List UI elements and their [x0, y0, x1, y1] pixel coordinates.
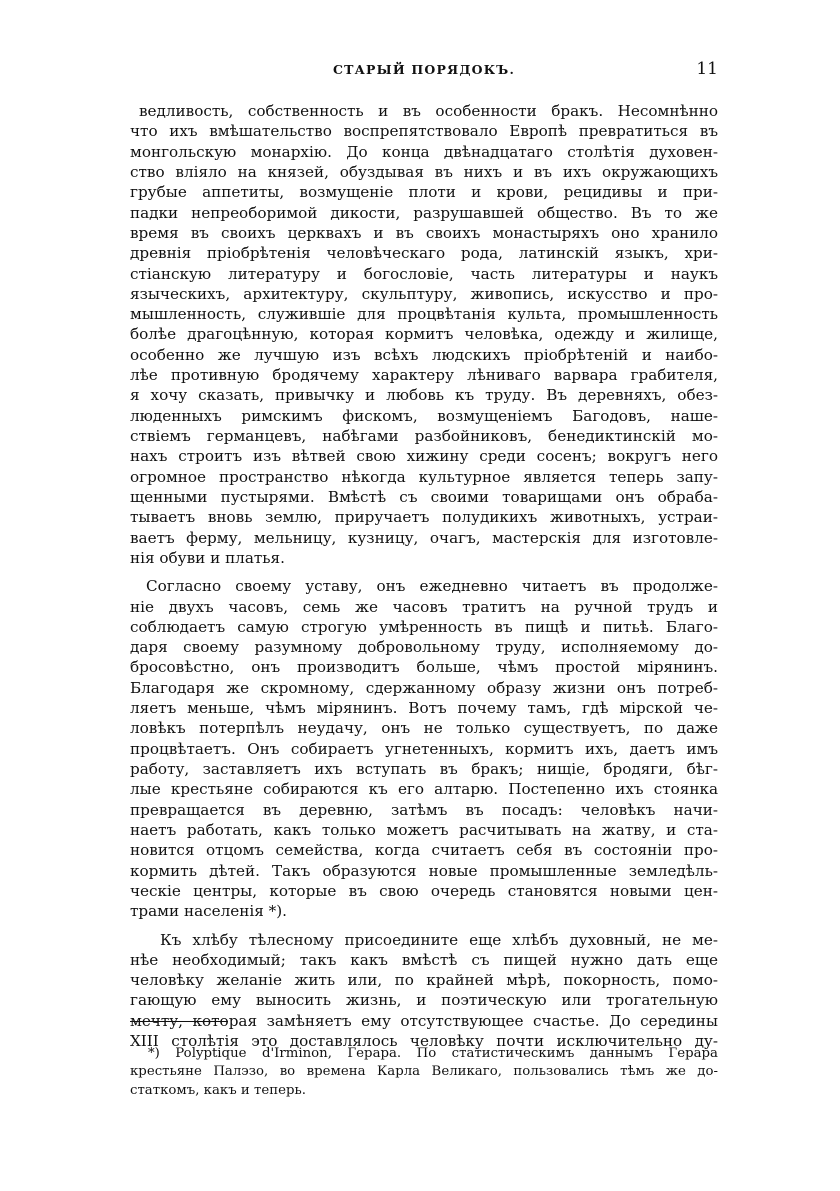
footnote: [130, 1045, 718, 1100]
paragraph-3: [130, 930, 718, 1052]
text-line: падки непреоборимой дикости, разрушавшей общество. Въ то же: [130, 203, 718, 222]
text-line: ведливость, собственность и въ особенности бракъ. Несомнѣнно: [139, 102, 718, 120]
text-line: гающую ему выносить жизнь, и поэтическую или трогательную: [130, 991, 718, 1010]
text-line: лые крестьяне собираются къ его алтарю. Постепенно ихъ стоянка: [130, 780, 718, 799]
text-line: ваетъ ферму, мельницу, кузницу, очагъ, мастерскія для изготовле-: [130, 528, 718, 547]
text-line: ляетъ меньше, чѣмъ мірянинъ. Вотъ почему тамъ, гдѣ мірской че-: [130, 699, 718, 718]
paragraph-1: [130, 101, 718, 568]
text-line: особенно же лучшую изъ всѣхъ людскихъ пріобрѣтеній и наибо-: [130, 345, 718, 364]
running-title: СТАРЫЙ ПОРЯДОКЪ.: [332, 62, 515, 77]
text-line: превращается въ деревню, затѣмъ въ посадъ: человѣкъ начи-: [130, 800, 718, 819]
footnote-divider: [130, 1021, 228, 1022]
text-line: бросовѣстно, онъ производитъ больше, чѣмъ простой мірянинъ.: [130, 658, 718, 677]
text-line: нія обуви и платья.: [130, 548, 285, 567]
text-line: люденныхъ римскимъ фискомъ, возмущеніемъ Багодовъ, наше-: [130, 406, 718, 425]
text-line: трами населенія *).: [130, 902, 287, 921]
text-line: даря своему разумному добровольному труду, исполняемому до-: [130, 638, 718, 657]
text-line: работу, заставляетъ ихъ вступать въ бракъ; нищіе, бродяги, бѣг-: [130, 760, 718, 778]
text-line: щенными пустырями. Вмѣстѣ съ своими товарищами онъ обраба-: [130, 487, 718, 506]
text-line: древнія пріобрѣтенія человѣческаго рода, латинскій языкъ, хри-: [130, 244, 718, 263]
text-line: стіанскую литературу и богословіе, часть литературы и наукъ: [130, 264, 718, 283]
text-line: что ихъ вмѣшательство воспрепятствовало Европѣ превратиться въ: [130, 122, 718, 141]
text-line: время въ своихъ церквахъ и въ своихъ монастыряхъ оно хранило: [130, 223, 718, 242]
text-line: монгольскую монархію. До конца двѣнадцатаго столѣтія духовен-: [130, 142, 718, 161]
text-line: огромное пространство нѣкогда культурное является теперь запу-: [130, 467, 718, 486]
text-line: новится отцомъ семейства, когда считаетъ себя въ состояніи про-: [130, 841, 718, 860]
page-number: 11: [696, 59, 718, 79]
text-line: процвѣтаетъ. Онъ собираетъ угнетенныхъ, кормитъ ихъ, даетъ имъ: [130, 739, 718, 758]
text-line: наетъ работать, какъ только можетъ расчитывать на жатву, и ста-: [130, 820, 718, 839]
text-line: соблюдаетъ самую строгую умѣренность въ пищѣ и питьѣ. Благо-: [130, 617, 718, 636]
text-line: нахъ строитъ изъ вѣтвей свою хижину среди сосенъ; вокругъ него: [130, 447, 718, 466]
text-line: Благодаря же скромному, сдержанному образу жизни онъ потреб-: [130, 678, 718, 697]
text-line: ческіе центры, которые въ свою очередь становятся новыми цен-: [130, 881, 718, 900]
text-line: Къ хлѣбу тѣлесному присоедините еще хлѣбъ духовный, не ме-: [160, 930, 718, 949]
footnote-line: *) Polyptique d'Irminon, Герара. По статистическимъ даннымъ Герара: [148, 1046, 718, 1061]
text-line: ствіемъ германцевъ, набѣгами разбойниковъ, бенедиктинскій мо-: [130, 427, 718, 445]
text-line: я хочу сказать, привычку и любовь къ труду. Въ деревняхъ, обез-: [130, 386, 718, 405]
text-line: мечту, которая замѣняетъ ему отсутствующее счастье. До середины: [130, 1011, 718, 1030]
text-line: тываетъ вновь землю, приручаетъ полудикихъ животныхъ, устраи-: [130, 508, 718, 527]
text-line: болѣе драгоцѣнную, которая кормитъ человѣка, одежду и жилище,: [130, 325, 718, 344]
text-line: человѣку желаніе жить или, по крайней мѣрѣ, покорность, помо-: [130, 971, 718, 990]
text-line: кормить дѣтей. Такъ образуются новые промышленные земледѣль-: [130, 861, 718, 880]
body-text: [130, 101, 718, 1051]
footnote-line: статкомъ, какъ и теперь.: [130, 1082, 306, 1098]
text-line: XIII столѣтія это доставлялось человѣку почти исключительно ду-: [130, 1032, 718, 1051]
text-line: нѣе необходимый; такъ какъ вмѣстѣ съ пищей нужно дать еще: [130, 950, 718, 969]
text-line: лѣе противную бродячему характеру лѣниваго варвара грабителя,: [130, 366, 718, 385]
footnote-line: крестьяне Палэзо, во времена Карла Великаго, пользовались тѣмъ же до-: [130, 1064, 718, 1080]
text-line: ловѣкъ потерпѣлъ неудачу, онъ не только существуетъ, по даже: [130, 719, 718, 738]
paragraph-2: [130, 576, 718, 921]
text-line: грубые аппетиты, возмущеніе плоти и крови, рецидивы и при-: [130, 183, 718, 202]
text-line: ніе двухъ часовъ, семь же часовъ тратитъ на ручной трудъ и: [130, 597, 718, 616]
text-line: мышленность, служившіе для процвѣтанія культа, промышленность: [130, 305, 718, 324]
text-line: ство вліяло на князей, обуздывая въ нихъ и въ ихъ окружающихъ: [130, 162, 718, 181]
text-line: языческихъ, архитектуру, скульптуру, живопись, искусство и про-: [130, 284, 718, 303]
page-header: [130, 59, 718, 82]
text-line: Согласно своему уставу, онъ ежедневно читаетъ въ продолже-: [146, 577, 718, 596]
